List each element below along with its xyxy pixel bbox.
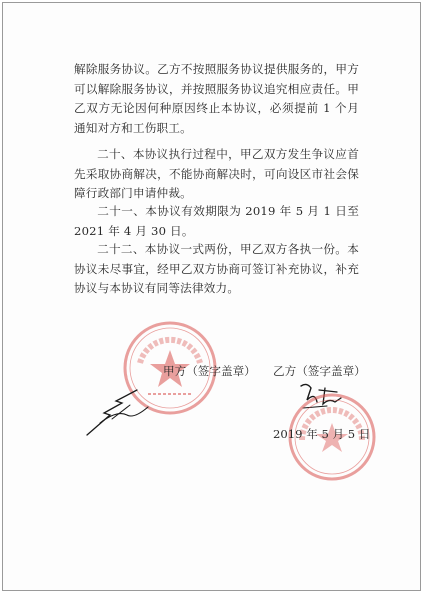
party-a-handwritten-signature [82,385,157,440]
party-a-signature-label: 甲方（签字盖章） [163,364,256,378]
paragraph-article-20: 二十、本协议执行过程中，甲乙双方发生争议应首先采取协商解决，不能协商解决时，可向设区市社会保障行政部门申请仲裁。 [74,147,359,200]
paragraph-article-21: 二十一、本协议有效期限为 2019 年 5 月 1 日至 2021 年 4 月 30 日。 [74,204,359,238]
signing-date: 2019 年 5 月 5 日 [273,427,371,441]
paragraph-termination: 解除服务协议。乙方不按照服务协议提供服务的，甲方可以解除服务协议，并按照服务协议追究相应责任。甲乙双方无论因何种原因终止本协议，必须提前 1 个月通知对方和工伤职工。 [74,62,359,135]
paragraph-article-22: 二十二、本协议一式两份，甲乙双方各执一份。本协议未尽事宜，经甲乙双方协商可签订补充协议，补充协议与本协议有同等法律效力。 [74,242,359,295]
party-b-signature-label: 乙方（签字盖章） [273,364,366,378]
